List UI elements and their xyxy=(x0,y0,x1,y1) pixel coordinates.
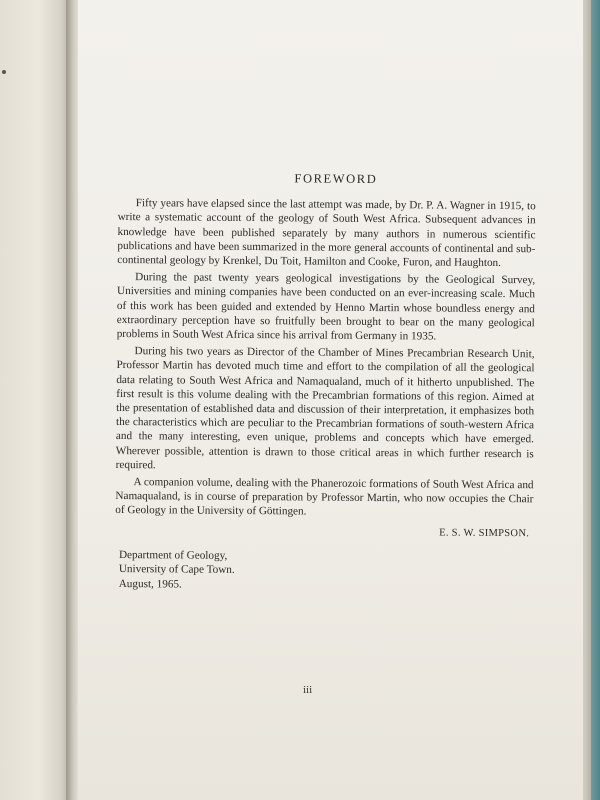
paragraph: During the past twenty years geological investigations by the Geological Survey, Universities and mining companies have been conducted on an ever-increasing scale. Much of this work has been guided and extended by Henno Martin whose boundless energy and extraordinary perception have so fruitfully been brought to bear on the many geological problems in South West Africa since his arrival from Germany in 1935. xyxy=(116,271,536,343)
paragraph: A companion volume, dealing with the Phanerozoic formations of South West Africa and Namaqualand, is in course of preparation by Professor Martin, who now occupies the Chair of Geology in the University of Göttingen. xyxy=(115,476,534,518)
foreword-text-block xyxy=(115,170,536,595)
paragraph: During his two years as Director of the Chamber of Mines Precambrian Research Unit, Professor Martin has devoted much time and effort to the compilation of all the geological data relating to South West Africa and Namaqualand, much of it hitherto unpublished. The first result is this volume dealing with the Precambrian formations of this region. Aimed at the presentation of established data and discussion of their interpretation, it emphasizes both the characteristics which are peculiar to the Precambrian formations of south-western Africa and the many interesting, even unique, problems and concepts which have emerged. Wherever possible, attention is drawn to those critical areas in which further research is required. xyxy=(115,345,535,472)
left-page-mark xyxy=(2,70,6,74)
book-cover-edge xyxy=(591,0,600,800)
author-signature: E. S. W. SIMPSON. xyxy=(439,527,530,539)
page-number: iii xyxy=(303,684,313,696)
author-address xyxy=(119,548,533,595)
address-line: Department of Geology, xyxy=(118,548,228,562)
address-line: University of Cape Town. xyxy=(118,563,235,577)
address-line: August, 1965. xyxy=(118,577,182,591)
foreword-heading: FOREWORD xyxy=(294,171,378,187)
left-page xyxy=(0,0,70,800)
paragraph: Fifty years have elapsed since the last attempt was made, by Dr. P. A. Wagner in 1915, to write a systematic account of the geology of South West Africa. Subsequent advances in knowledge have been published separately by many authors in numerous scientific publications and have been summarized in the more general accounts of continental and sub-continental geology by Krenkel, Du Toit, Hamilton and Cooke, Furon, and Haughton. xyxy=(117,197,536,270)
